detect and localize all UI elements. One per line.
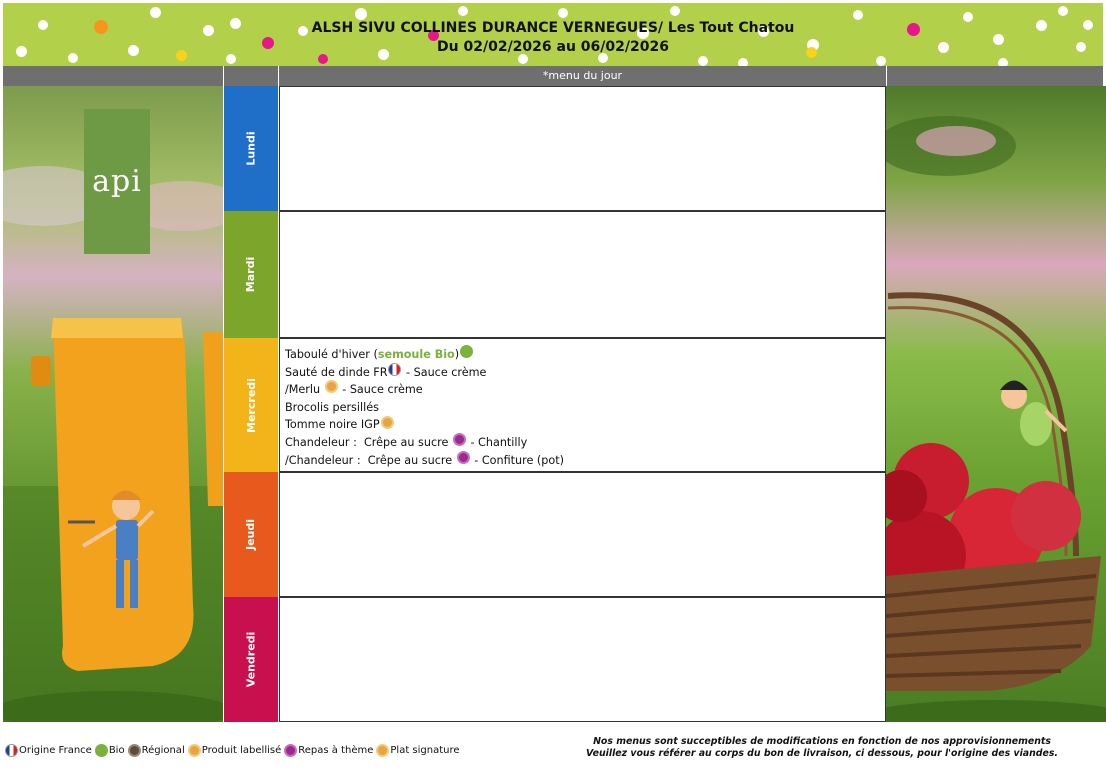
menu-cell-jeudi [279, 472, 886, 597]
left-decor-image [3, 86, 223, 722]
legend-item [187, 744, 282, 757]
polka-dot [698, 56, 708, 66]
legend-label: Bio [108, 744, 125, 756]
polka-dot [738, 58, 748, 66]
menu-item [285, 416, 885, 434]
menu-item [285, 346, 885, 364]
grid-header-menu: *menu du jour [279, 66, 886, 86]
menu-item [285, 381, 885, 399]
legend-label: Origine France [19, 744, 92, 756]
menu-cell-lundi [279, 86, 886, 211]
theme-icon [284, 744, 297, 757]
menu-item-text: Tomme noire IGP [285, 418, 380, 432]
menu-item-text: /Chandeleur : Crêpe au sucre [285, 453, 456, 467]
menu-lines [280, 339, 885, 469]
legend-label: Produit labellisé [201, 744, 282, 756]
legend-label: Plat signature [390, 744, 460, 756]
title-block [3, 19, 1103, 57]
day-cell-jeudi [224, 472, 278, 597]
api-logo [84, 109, 150, 254]
label-icon [325, 380, 338, 393]
menu-item [285, 452, 885, 470]
menu-item-text: Taboulé d'hiver ( [285, 348, 378, 361]
day-cell-vendredi [224, 597, 278, 722]
right-decor-image [886, 86, 1106, 722]
menu-lines [280, 473, 885, 480]
menu-item [285, 434, 885, 452]
legend-item [283, 744, 373, 757]
menu-item-text: - Chantilly [466, 435, 528, 449]
menu-cell-mardi [279, 211, 886, 338]
theme-icon [457, 451, 470, 464]
menu-lines [280, 87, 885, 94]
france-flag-icon [5, 744, 18, 757]
menu-item-text: Sauté de dinde FR [285, 365, 388, 379]
menu-item-text: - Sauce crème [338, 383, 423, 397]
menu-item [285, 399, 885, 417]
footer-note-line1: Nos menus sont succeptibles de modifications en fonction de nos approvisionnements [593, 736, 1051, 747]
menu-lines [280, 212, 885, 219]
menu-item-text: - Sauce crème [402, 365, 487, 379]
day-cell-lundi [224, 86, 278, 211]
menu-item [285, 364, 885, 382]
header-banner [3, 3, 1103, 66]
bio-icon [460, 345, 473, 358]
footer-note-line2: Veuillez vous référer au corps du bon de livraison, ci dessous, pour l'origine des viandes. [586, 748, 1058, 759]
legend-item [4, 744, 92, 757]
menu-cell-vendredi [279, 597, 886, 722]
grid-header-right [887, 66, 1103, 86]
apple-basket-illustration [886, 86, 1106, 722]
menu-cell-mercredi [279, 338, 886, 472]
menu-item-text: ) [454, 348, 460, 361]
regional-icon [128, 744, 141, 757]
polka-dot [558, 8, 568, 18]
polka-dot [458, 6, 468, 16]
date-range: Du 02/02/2026 au 06/02/2026 [437, 39, 669, 55]
day-label: Jeudi [244, 518, 258, 551]
grid-header-left [3, 66, 223, 86]
menu-item-text: /Merlu [285, 383, 324, 397]
polka-dot [998, 58, 1008, 66]
menu-item-text: Chandeleur : Crêpe au sucre [285, 435, 452, 449]
legend-label: Repas à thème [298, 744, 374, 756]
bio-ingredient-text: semoule Bio [377, 348, 455, 361]
legend-label: Régional [141, 744, 185, 756]
polka-dot [876, 56, 886, 66]
theme-icon [453, 433, 466, 446]
france-flag-icon [388, 363, 401, 376]
day-label: Vendredi [244, 631, 258, 688]
label-icon [188, 744, 201, 757]
day-cell-mercredi [224, 338, 278, 472]
legend [4, 742, 462, 758]
signature-icon [376, 744, 389, 757]
footer-note [586, 736, 1058, 760]
grid-header-day [224, 66, 278, 86]
polka-dot [1058, 6, 1068, 16]
label-icon [381, 416, 394, 429]
day-label: Mercredi [244, 377, 258, 433]
polka-dot [670, 6, 680, 16]
api-logo-text: api [92, 164, 142, 199]
bio-icon [95, 744, 108, 757]
menu-item-text: Brocolis persillés [285, 400, 379, 414]
day-label: Lundi [244, 131, 258, 166]
day-label: Mardi [244, 256, 258, 293]
page-title: ALSH SIVU COLLINES DURANCE VERNEGUES/ Les Tout Chatou [311, 20, 795, 36]
polka-dot [150, 7, 161, 18]
legend-item [127, 744, 185, 757]
legend-item [375, 744, 459, 757]
menu-item-text: - Confiture (pot) [470, 453, 564, 467]
day-cell-mardi [224, 211, 278, 338]
legend-item [94, 744, 125, 757]
menu-lines [280, 598, 885, 605]
